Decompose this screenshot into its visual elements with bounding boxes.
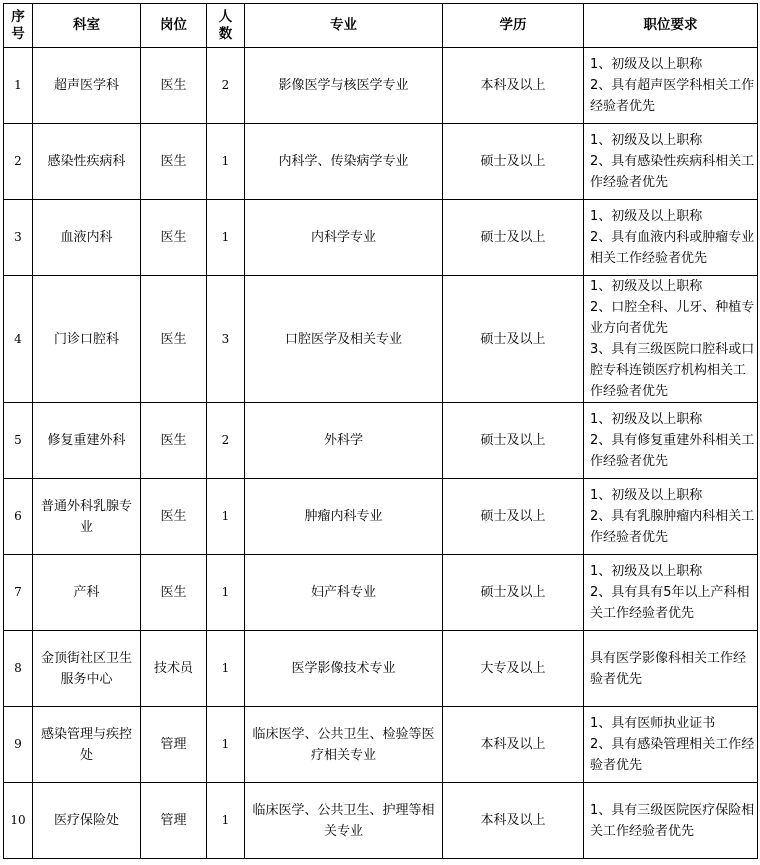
cell-education: 大专及以上 (443, 631, 584, 707)
cell-requirements: 1、初级及以上职称 2、口腔全科、儿牙、种植专业方向者优先 3、具有三级医院口腔科或口腔专科连锁医疗机构相关工作经验者优先 (584, 276, 758, 403)
cell-count: 1 (207, 631, 245, 707)
header-position: 岗位 (141, 4, 207, 48)
table-row (4, 783, 758, 859)
cell-index: 2 (4, 124, 33, 200)
header-requirements: 职位要求 (584, 4, 758, 48)
table-row (4, 48, 758, 124)
header-row (4, 4, 758, 48)
cell-count: 3 (207, 276, 245, 403)
cell-department: 感染管理与疾控处 (33, 707, 141, 783)
cell-major: 医学影像技术专业 (245, 631, 443, 707)
table-row (4, 200, 758, 276)
cell-education: 硕士及以上 (443, 276, 584, 403)
cell-major: 临床医学、公共卫生、护理等相关专业 (245, 783, 443, 859)
cell-count: 2 (207, 48, 245, 124)
table-row (4, 403, 758, 479)
table-row (4, 631, 758, 707)
cell-education: 本科及以上 (443, 48, 584, 124)
cell-department: 感染性疾病科 (33, 124, 141, 200)
cell-position: 技术员 (141, 631, 207, 707)
cell-index: 8 (4, 631, 33, 707)
cell-requirements: 具有医学影像科相关工作经验者优先 (584, 631, 758, 707)
cell-major: 临床医学、公共卫生、检验等医疗相关专业 (245, 707, 443, 783)
header-department: 科室 (33, 4, 141, 48)
cell-index: 1 (4, 48, 33, 124)
table-row (4, 555, 758, 631)
header-index: 序号 (4, 4, 33, 48)
cell-department: 修复重建外科 (33, 403, 141, 479)
cell-major: 妇产科专业 (245, 555, 443, 631)
cell-education: 本科及以上 (443, 783, 584, 859)
cell-count: 1 (207, 124, 245, 200)
cell-count: 1 (207, 200, 245, 276)
cell-major: 肿瘤内科专业 (245, 479, 443, 555)
cell-requirements: 1、初级及以上职称 2、具有乳腺肿瘤内科相关工作经验者优先 (584, 479, 758, 555)
recruitment-table (3, 3, 758, 859)
cell-education: 硕士及以上 (443, 200, 584, 276)
header-major: 专业 (245, 4, 443, 48)
cell-department: 普通外科乳腺专业 (33, 479, 141, 555)
cell-major: 内科学专业 (245, 200, 443, 276)
cell-department: 超声医学科 (33, 48, 141, 124)
cell-major: 口腔医学及相关专业 (245, 276, 443, 403)
cell-requirements: 1、初级及以上职称 2、具有超声医学科相关工作经验者优先 (584, 48, 758, 124)
cell-position: 医生 (141, 479, 207, 555)
cell-position: 管理 (141, 783, 207, 859)
cell-index: 10 (4, 783, 33, 859)
cell-index: 7 (4, 555, 33, 631)
cell-position: 医生 (141, 200, 207, 276)
cell-education: 硕士及以上 (443, 479, 584, 555)
header-education: 学历 (443, 4, 584, 48)
cell-position: 医生 (141, 555, 207, 631)
cell-major: 内科学、传染病学专业 (245, 124, 443, 200)
cell-position: 医生 (141, 276, 207, 403)
cell-education: 硕士及以上 (443, 124, 584, 200)
cell-education: 本科及以上 (443, 707, 584, 783)
cell-count: 1 (207, 783, 245, 859)
cell-position: 管理 (141, 707, 207, 783)
table-row (4, 124, 758, 200)
cell-index: 6 (4, 479, 33, 555)
cell-requirements: 1、初级及以上职称 2、具有感染性疾病科相关工作经验者优先 (584, 124, 758, 200)
table-row (4, 707, 758, 783)
cell-index: 9 (4, 707, 33, 783)
cell-department: 门诊口腔科 (33, 276, 141, 403)
cell-count: 1 (207, 555, 245, 631)
cell-department: 金顶街社区卫生服务中心 (33, 631, 141, 707)
header-count: 人数 (207, 4, 245, 48)
cell-requirements: 1、初级及以上职称 2、具有修复重建外科相关工作经验者优先 (584, 403, 758, 479)
cell-requirements: 1、初级及以上职称 2、具有具有5年以上产科相关工作经验者优先 (584, 555, 758, 631)
cell-index: 5 (4, 403, 33, 479)
cell-count: 1 (207, 707, 245, 783)
table-row (4, 479, 758, 555)
cell-index: 3 (4, 200, 33, 276)
cell-count: 2 (207, 403, 245, 479)
cell-position: 医生 (141, 48, 207, 124)
cell-major: 影像医学与核医学专业 (245, 48, 443, 124)
cell-index: 4 (4, 276, 33, 403)
table-row (4, 276, 758, 403)
cell-requirements: 1、具有医师执业证书 2、具有感染管理相关工作经验者优先 (584, 707, 758, 783)
cell-department: 血液内科 (33, 200, 141, 276)
cell-education: 硕士及以上 (443, 403, 584, 479)
cell-position: 医生 (141, 124, 207, 200)
cell-department: 产科 (33, 555, 141, 631)
cell-education: 硕士及以上 (443, 555, 584, 631)
cell-position: 医生 (141, 403, 207, 479)
cell-department: 医疗保险处 (33, 783, 141, 859)
cell-count: 1 (207, 479, 245, 555)
cell-requirements: 1、具有三级医院医疗保险相关工作经验者优先 (584, 783, 758, 859)
cell-major: 外科学 (245, 403, 443, 479)
cell-requirements: 1、初级及以上职称 2、具有血液内科或肿瘤专业相关工作经验者优先 (584, 200, 758, 276)
